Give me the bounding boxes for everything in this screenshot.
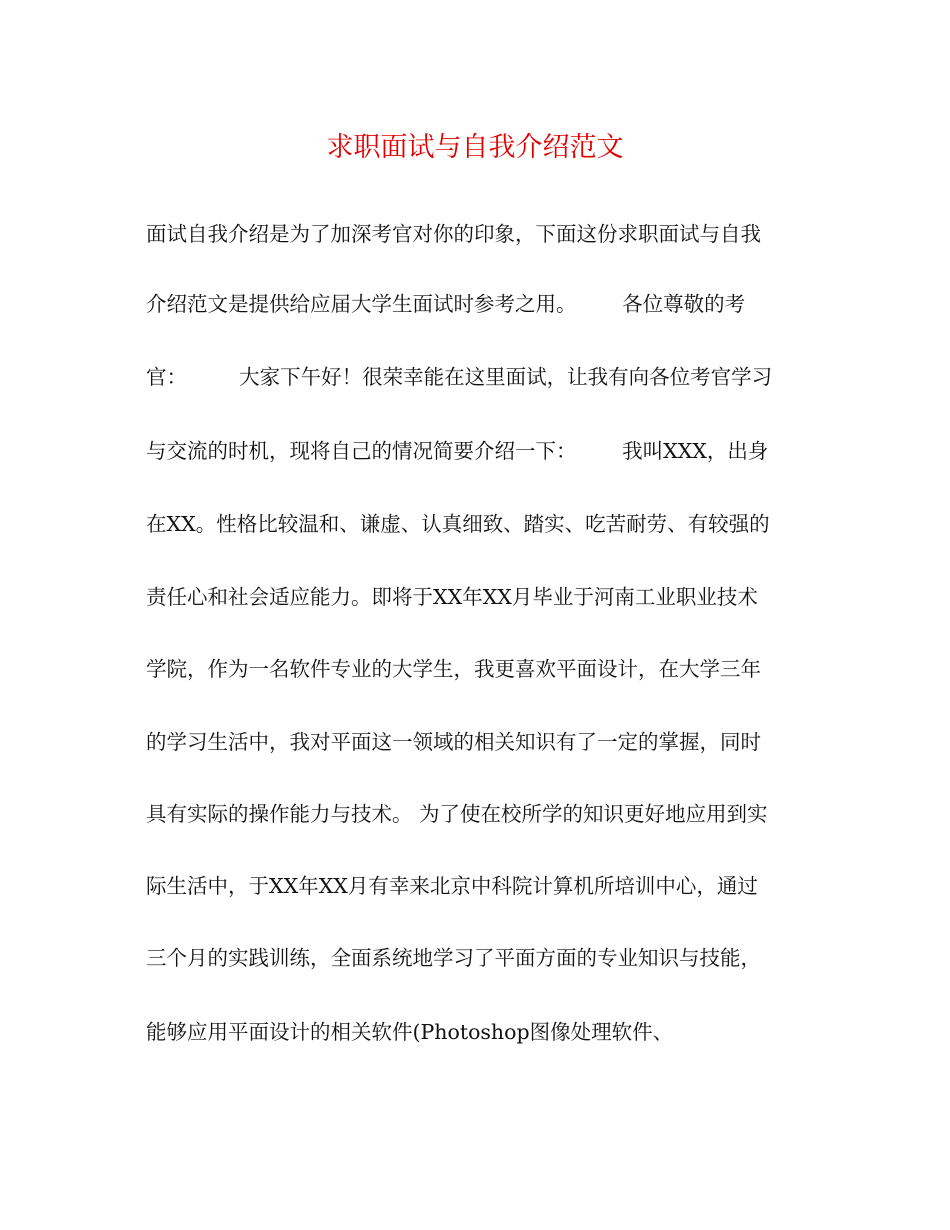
document-title: 求职面试与自我介绍范文	[326, 132, 624, 163]
body-line: 责任心和社会适应能力。即将于XX年XX月毕业于河南工业职业技术	[146, 585, 758, 609]
body-line: 与交流的时机，现将自己的情况简要介绍一下： 我叫XXX，出身	[146, 439, 769, 463]
body-line: 面试自我介绍是为了加深考官对你的印象，下面这份求职面试与自我	[146, 222, 761, 246]
body-line: 际生活中，于XX年XX月有幸来北京中科院计算机所培训中心，通过	[146, 874, 758, 898]
body-line: 的学习生活中，我对平面这一领域的相关知识有了一定的掌握，同时	[146, 730, 761, 754]
body-line: 具有实际的操作能力与技术。 为了使在校所学的知识更好地应用到实	[146, 802, 768, 826]
body-line: 介绍范文是提供给应届大学生面试时参考之用。 各位尊敬的考	[146, 292, 746, 316]
body-line: 三个月的实践训练，全面系统地学习了平面方面的专业知识与技能，	[146, 946, 761, 970]
body-line: 能够应用平面设计的相关软件(Photoshop图像处理软件、	[146, 1020, 674, 1044]
body-line: 在XX。性格比较温和、谦虚、认真细致、踏实、吃苦耐劳、有较强的	[146, 512, 770, 536]
body-line: 官： 大家下午好！很荣幸能在这里面试，让我有向各位考官学习	[146, 365, 773, 389]
body-line: 学院，作为一名软件专业的大学生，我更喜欢平面设计，在大学三年	[146, 657, 761, 681]
